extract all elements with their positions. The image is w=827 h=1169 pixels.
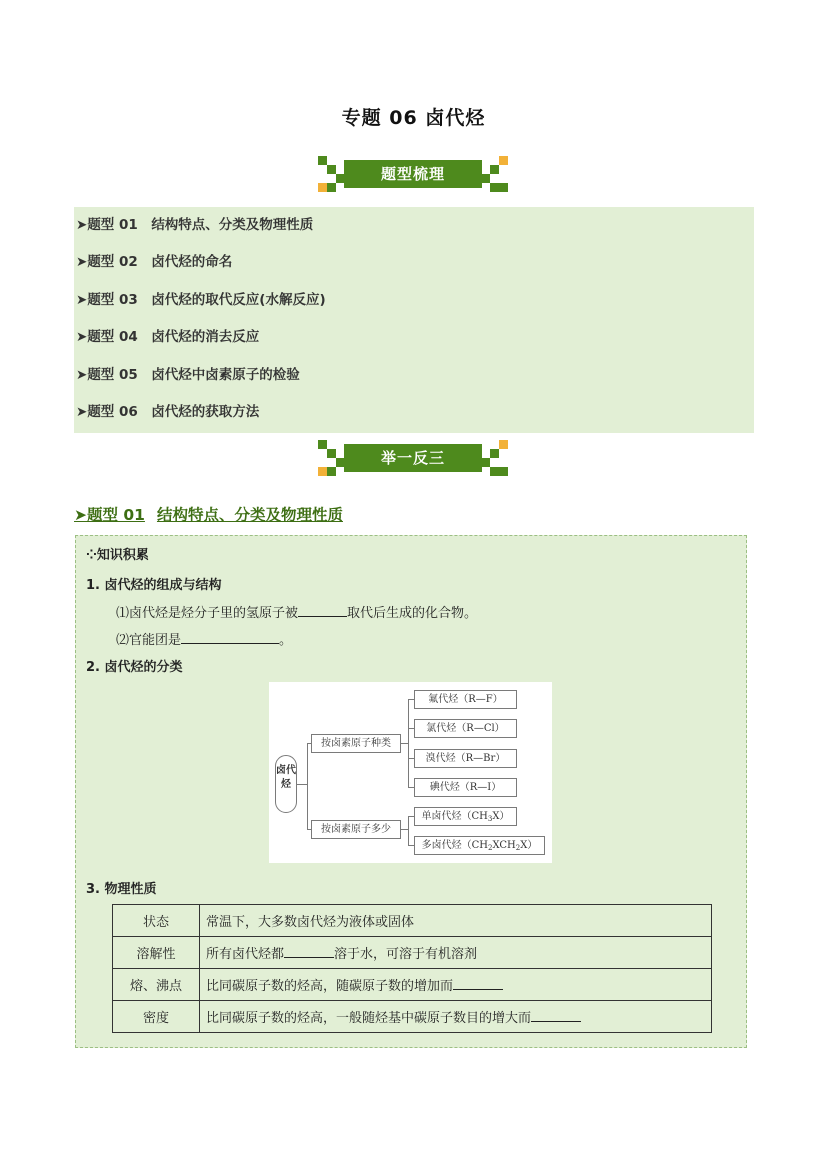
knowledge-heading: ⁘知识积累	[86, 548, 149, 563]
banner-label: 题型梳理	[344, 160, 482, 188]
property-name: 溶解性	[113, 937, 200, 969]
property-description: 比同碳原子数的烃高，随碳原子数的增加而	[200, 969, 712, 1001]
answer-blank[interactable]	[298, 604, 347, 617]
diagram-branch-by-count: 按卤素原子多少	[311, 820, 401, 839]
banner-label: 举一反三	[344, 444, 482, 472]
knowledge-box	[75, 535, 747, 1048]
list-item[interactable]: ➤题型 04 卤代烃的消去反应	[76, 329, 260, 345]
section-banner-practice	[318, 440, 508, 476]
classification-diagram	[269, 682, 552, 863]
table-row	[113, 1001, 712, 1033]
sparkle-icon: ⁘	[86, 548, 97, 563]
answer-blank[interactable]	[284, 945, 334, 958]
property-description: 比同碳原子数的烃高，一般随烃基中碳原子数目的增大而	[200, 1001, 712, 1033]
section-banner-overview	[318, 156, 508, 192]
list-item[interactable]: ➤题型 02 卤代烃的命名	[76, 254, 233, 270]
topic-list	[74, 207, 754, 433]
list-item[interactable]: ➤题型 03 卤代烃的取代反应(水解反应)	[76, 292, 326, 308]
table-row	[113, 905, 712, 937]
property-name: 密度	[113, 1001, 200, 1033]
subheading: 1. 卤代烃的组成与结构	[86, 578, 222, 593]
subheading: 2. 卤代烃的分类	[86, 660, 183, 675]
diagram-leaf-mono: 单卤代烃$(CH_3X)$	[414, 807, 517, 826]
list-item[interactable]: ➤题型 01 结构特点、分类及物理性质	[76, 217, 314, 233]
property-description: 常温下，大多数卤代烃为液体或固体	[200, 905, 712, 937]
list-item[interactable]: ➤题型 06 卤代烃的获取方法	[76, 404, 260, 420]
answer-blank[interactable]	[453, 977, 503, 990]
property-description: 所有卤代烃都 溶于水，可溶于有机溶剂	[200, 937, 712, 969]
diagram-leaf-bromo: 溴代烃（R—Br）	[414, 749, 517, 768]
diagram-leaf-iodo: 碘代烃（R—I）	[414, 778, 517, 797]
diagram-root: 卤代烃	[275, 755, 297, 813]
fill-in-sentence: ⑵官能团是 。	[116, 633, 293, 648]
properties-table	[112, 904, 712, 1033]
subheading: 3. 物理性质	[86, 882, 157, 897]
property-name: 状态	[113, 905, 200, 937]
property-name: 熔、沸点	[113, 969, 200, 1001]
section-heading[interactable]: ➤题型 01 结构特点、分类及物理性质	[74, 506, 343, 524]
diagram-leaf-chloro: 氯代烃（R—Cl）	[414, 719, 517, 738]
answer-blank[interactable]	[181, 631, 279, 644]
diagram-leaf-fluoro: 氟代烃（R—F）	[414, 690, 517, 709]
page-title: 专题 06 卤代烃	[341, 107, 486, 129]
list-item[interactable]: ➤题型 05 卤代烃中卤素原子的检验	[76, 367, 300, 383]
diagram-leaf-poly: 多卤代烃$(CH_2XCH_2X)$	[414, 836, 545, 855]
answer-blank[interactable]	[531, 1009, 581, 1022]
table-row	[113, 969, 712, 1001]
fill-in-sentence: ⑴卤代烃是烃分子里的氢原子被 取代后生成的化合物。	[116, 606, 478, 621]
table-row	[113, 937, 712, 969]
diagram-branch-by-type: 按卤素原子种类	[311, 734, 401, 753]
